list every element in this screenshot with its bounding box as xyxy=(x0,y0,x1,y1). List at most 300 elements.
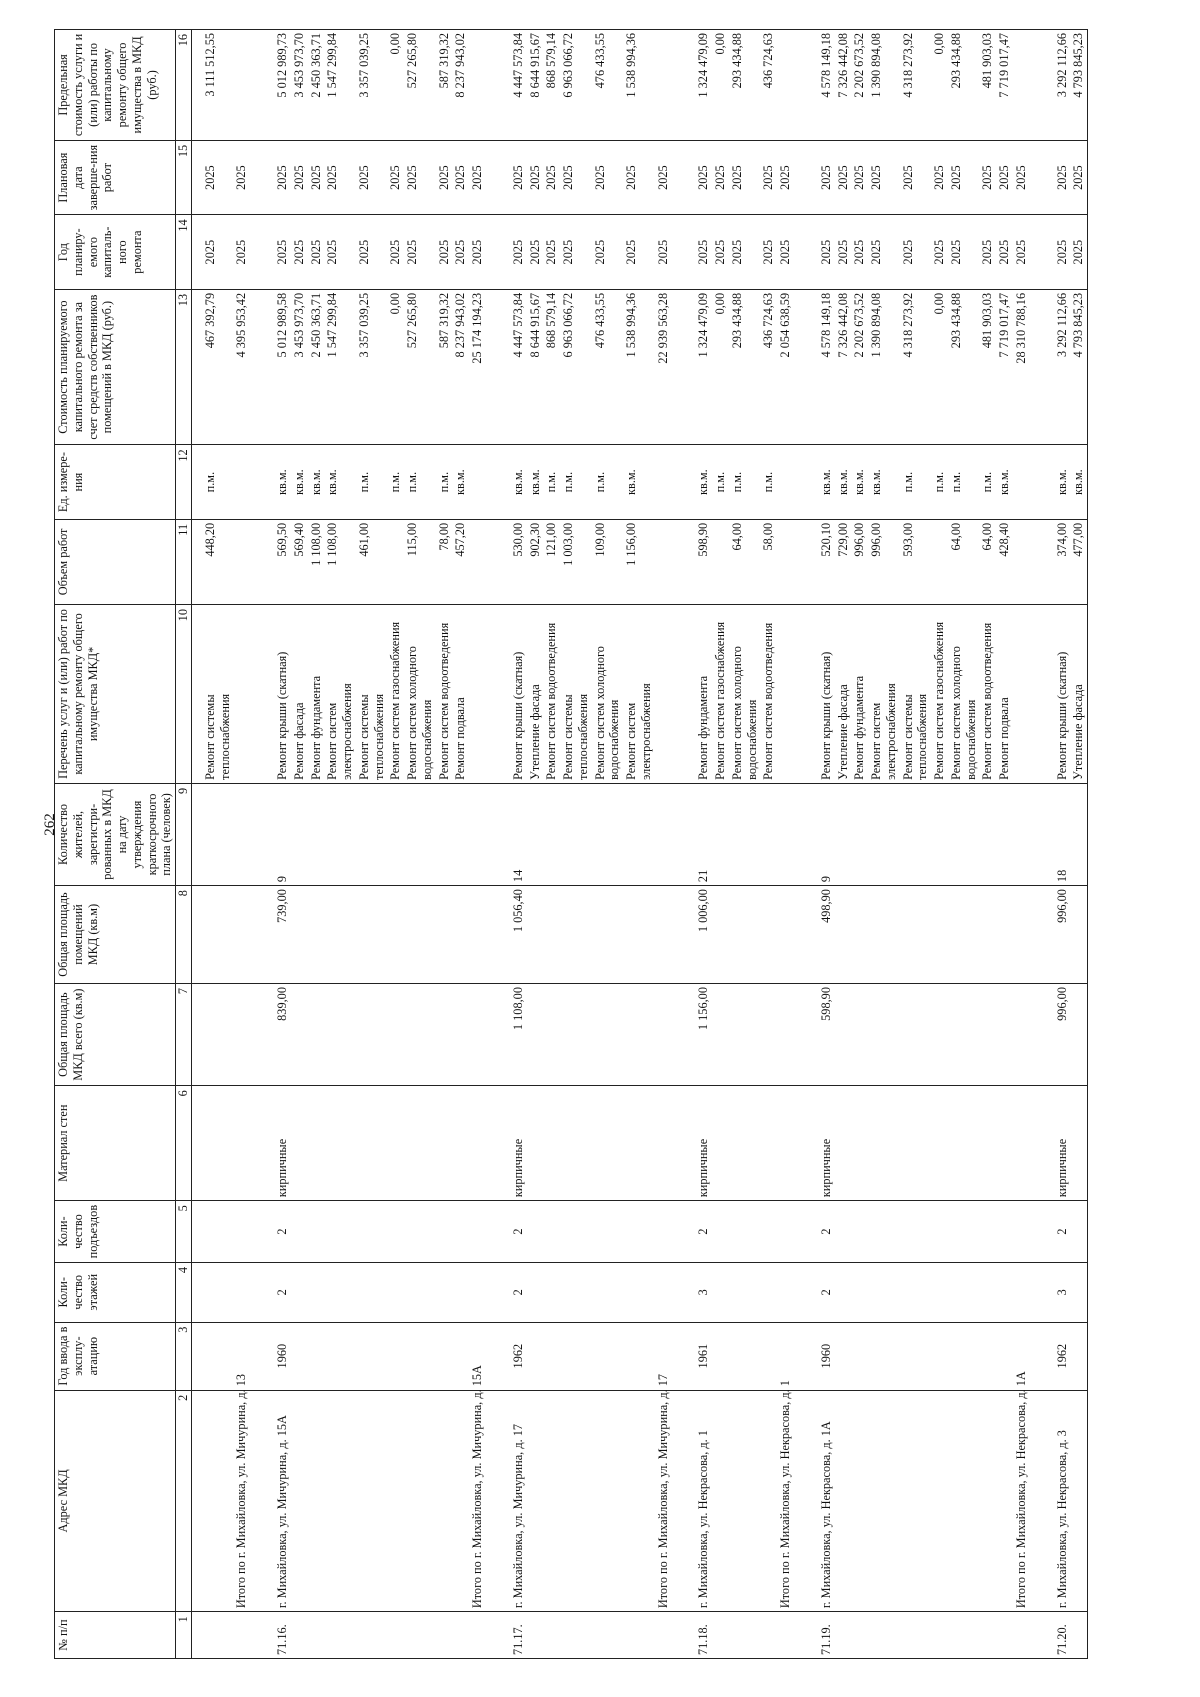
spacer-row xyxy=(486,30,510,1659)
work-row xyxy=(931,30,948,1659)
year-built xyxy=(931,1322,948,1390)
area-total: 1 156,00 xyxy=(695,984,712,1086)
year-built xyxy=(1070,1322,1087,1390)
wall-material xyxy=(308,1086,325,1201)
year-built: 1961 xyxy=(695,1322,712,1390)
completion-year: 2025 xyxy=(510,140,527,215)
repair-year: 2025 xyxy=(655,215,672,290)
work-name: Ремонт фундамента xyxy=(695,605,712,784)
residents: 9 xyxy=(274,783,291,885)
completion-year: 2025 xyxy=(712,140,729,215)
total-row xyxy=(469,30,486,1659)
column-header: Объем работ xyxy=(55,519,176,604)
area-rooms xyxy=(777,886,794,984)
column-number: 8 xyxy=(176,886,192,984)
row-number xyxy=(1070,1612,1087,1659)
cost: 436 724,63 xyxy=(760,289,777,444)
column-number: 5 xyxy=(176,1201,192,1263)
address xyxy=(452,1390,469,1611)
page-number: 262 xyxy=(42,813,58,836)
entrances xyxy=(623,1201,655,1263)
column-header: Ед. измере-ния xyxy=(55,445,176,520)
entrances xyxy=(868,1201,900,1263)
entrances xyxy=(948,1201,980,1263)
row-number xyxy=(469,1612,486,1659)
unit xyxy=(777,445,794,520)
completion-year: 2025 xyxy=(1070,140,1087,215)
entrances xyxy=(527,1201,544,1263)
unit: кв.м. xyxy=(695,445,712,520)
floors xyxy=(202,1262,234,1322)
residents: 18 xyxy=(1054,783,1071,885)
residents xyxy=(233,783,250,885)
entrances xyxy=(729,1201,761,1263)
address xyxy=(851,1390,868,1611)
repair-year: 2025 xyxy=(1013,215,1030,290)
max-cost: 8 644 915,67 xyxy=(527,30,544,141)
entrances xyxy=(356,1201,388,1263)
table-header xyxy=(55,30,192,1659)
entrances xyxy=(835,1201,852,1263)
area-total xyxy=(436,984,453,1086)
max-cost: 868 579,14 xyxy=(543,30,560,141)
work-row xyxy=(1070,30,1087,1659)
column-number-row xyxy=(176,30,192,1659)
entrances: 2 xyxy=(510,1201,527,1263)
work-name: Ремонт систем электроснабжения xyxy=(623,605,655,784)
unit: кв.м. xyxy=(291,445,308,520)
work-name: Ремонт систем электроснабжения xyxy=(324,605,356,784)
area-total xyxy=(851,984,868,1086)
work-volume: 374,00 xyxy=(1054,519,1071,604)
column-header: Общая площадь помещений МКД (кв.м) xyxy=(55,886,176,984)
max-cost: 1 538 994,36 xyxy=(623,30,655,141)
repair-year: 2025 xyxy=(695,215,712,290)
work-volume xyxy=(712,519,729,604)
work-name: Ремонт систем газоснабжения xyxy=(712,605,729,784)
completion-year: 2025 xyxy=(655,140,672,215)
max-cost: 476 433,55 xyxy=(592,30,624,141)
repair-year: 2025 xyxy=(979,215,996,290)
max-cost: 1 547 299,84 xyxy=(324,30,356,141)
area-rooms xyxy=(356,886,388,984)
wall-material xyxy=(712,1086,729,1201)
column-header: Год планиру-емого капиталь-ного ремонта xyxy=(55,215,176,290)
entrances xyxy=(777,1201,794,1263)
column-number: 4 xyxy=(176,1262,192,1322)
max-cost: 7 719 017,47 xyxy=(996,30,1013,141)
unit: п.м. xyxy=(543,445,560,520)
area-total xyxy=(452,984,469,1086)
entrances xyxy=(931,1201,948,1263)
work-name: Ремонт систем холодного водоснабжения xyxy=(592,605,624,784)
completion-year: 2025 xyxy=(835,140,852,215)
row-number xyxy=(623,1612,655,1659)
floors xyxy=(527,1262,544,1322)
completion-year: 2025 xyxy=(996,140,1013,215)
residents xyxy=(1013,783,1030,885)
max-cost: 1 324 479,09 xyxy=(695,30,712,141)
work-row xyxy=(543,30,560,1659)
row-number xyxy=(777,1612,794,1659)
cost: 0,00 xyxy=(387,289,404,444)
cost: 2 054 638,59 xyxy=(777,289,794,444)
work-name: Ремонт фундамента xyxy=(851,605,868,784)
area-total xyxy=(712,984,729,1086)
work-volume xyxy=(233,519,250,604)
max-cost: 4 578 149,18 xyxy=(818,30,835,141)
area-rooms xyxy=(623,886,655,984)
residents xyxy=(900,783,932,885)
column-number: 9 xyxy=(176,783,192,885)
residents xyxy=(835,783,852,885)
work-row xyxy=(560,30,592,1659)
area-total: 839,00 xyxy=(274,984,291,1086)
residents xyxy=(452,783,469,885)
work-volume: 593,00 xyxy=(900,519,932,604)
unit: п.м. xyxy=(356,445,388,520)
cost: 293 434,88 xyxy=(729,289,761,444)
area-rooms xyxy=(527,886,544,984)
column-number: 3 xyxy=(176,1322,192,1390)
work-name: Ремонт системы теплоснабжения xyxy=(560,605,592,784)
address xyxy=(729,1390,761,1611)
repair-year: 2025 xyxy=(996,215,1013,290)
work-volume: 520,10 xyxy=(818,519,835,604)
work-volume xyxy=(655,519,672,604)
work-row xyxy=(712,30,729,1659)
column-header: Общая площадь МКД всего (кв.м) xyxy=(55,984,176,1086)
max-cost: 0,00 xyxy=(387,30,404,141)
floors xyxy=(452,1262,469,1322)
area-total xyxy=(1070,984,1087,1086)
work-row xyxy=(900,30,932,1659)
area-rooms xyxy=(868,886,900,984)
max-cost: 4 447 573,84 xyxy=(510,30,527,141)
max-cost: 587 319,32 xyxy=(436,30,453,141)
work-name xyxy=(777,605,794,784)
work-volume: 598,90 xyxy=(695,519,712,604)
unit xyxy=(655,445,672,520)
row-number xyxy=(900,1612,932,1659)
entrances xyxy=(1070,1201,1087,1263)
work-name: Ремонт подвала xyxy=(452,605,469,784)
total-label: Итого по г. Михайловка, ул. Некрасова, д. 1А xyxy=(1013,1390,1030,1611)
year-built xyxy=(308,1322,325,1390)
address xyxy=(324,1390,356,1611)
floors xyxy=(387,1262,404,1322)
work-volume xyxy=(469,519,486,604)
wall-material: кирпичные xyxy=(818,1086,835,1201)
area-total xyxy=(233,984,250,1086)
max-cost: 527 265,80 xyxy=(404,30,436,141)
floors xyxy=(655,1262,672,1322)
cost: 481 903,03 xyxy=(979,289,996,444)
entrances xyxy=(387,1201,404,1263)
column-header: Коли-чество подъездов xyxy=(55,1201,176,1263)
wall-material xyxy=(777,1086,794,1201)
column-number: 10 xyxy=(176,605,192,784)
column-number: 16 xyxy=(176,30,192,141)
completion-year: 2025 xyxy=(404,140,436,215)
column-number: 6 xyxy=(176,1086,192,1201)
max-cost xyxy=(777,30,794,141)
residents xyxy=(948,783,980,885)
completion-year: 2025 xyxy=(308,140,325,215)
area-total xyxy=(729,984,761,1086)
row-number xyxy=(324,1612,356,1659)
year-built xyxy=(592,1322,624,1390)
residents xyxy=(996,783,1013,885)
address: г. Михайловка, ул. Некрасова, д. 1 xyxy=(695,1390,712,1611)
work-name: Ремонт фасада xyxy=(291,605,308,784)
completion-year: 2025 xyxy=(979,140,996,215)
address xyxy=(948,1390,980,1611)
column-number: 13 xyxy=(176,289,192,444)
area-rooms xyxy=(1013,886,1030,984)
area-rooms: 1 006,00 xyxy=(695,886,712,984)
work-row xyxy=(996,30,1013,1659)
max-cost: 4 793 845,23 xyxy=(1070,30,1087,141)
work-volume: 729,00 xyxy=(835,519,852,604)
repair-year: 2025 xyxy=(387,215,404,290)
cost: 2 202 673,52 xyxy=(851,289,868,444)
work-name: Ремонт систем водоотведения xyxy=(760,605,777,784)
wall-material xyxy=(835,1086,852,1201)
work-row xyxy=(324,30,356,1659)
repair-year: 2025 xyxy=(436,215,453,290)
column-number: 14 xyxy=(176,215,192,290)
work-name xyxy=(1013,605,1030,784)
unit: кв.м. xyxy=(510,445,527,520)
floors xyxy=(712,1262,729,1322)
entrances xyxy=(1013,1201,1030,1263)
area-total xyxy=(655,984,672,1086)
unit: кв.м. xyxy=(324,445,356,520)
unit: п.м. xyxy=(712,445,729,520)
area-rooms xyxy=(835,886,852,984)
cost: 1 324 479,09 xyxy=(695,289,712,444)
repair-year: 2025 xyxy=(1054,215,1071,290)
area-total xyxy=(900,984,932,1086)
year-built xyxy=(948,1322,980,1390)
address xyxy=(543,1390,560,1611)
work-volume: 530,00 xyxy=(510,519,527,604)
address xyxy=(623,1390,655,1611)
row-number xyxy=(851,1612,868,1659)
year-built: 1960 xyxy=(818,1322,835,1390)
max-cost: 7 326 442,08 xyxy=(835,30,852,141)
work-volume: 569,40 xyxy=(291,519,308,604)
unit: п.м. xyxy=(560,445,592,520)
work-row xyxy=(308,30,325,1659)
work-row xyxy=(851,30,868,1659)
row-number: 71.18. xyxy=(695,1612,712,1659)
area-rooms xyxy=(592,886,624,984)
repair-year: 2025 xyxy=(948,215,980,290)
entrances xyxy=(979,1201,996,1263)
column-header: Предельная стоимость услуги и (или) работы по капитальному ремонту общего имущества в МКД (руб.) xyxy=(55,30,176,141)
cost: 4 578 149,18 xyxy=(818,289,835,444)
floors xyxy=(404,1262,436,1322)
address xyxy=(979,1390,996,1611)
floors xyxy=(308,1262,325,1322)
completion-year: 2025 xyxy=(592,140,624,215)
wall-material xyxy=(996,1086,1013,1201)
row-number xyxy=(868,1612,900,1659)
residents: 9 xyxy=(818,783,835,885)
year-built xyxy=(356,1322,388,1390)
wall-material xyxy=(931,1086,948,1201)
year-built xyxy=(404,1322,436,1390)
total-row xyxy=(1013,30,1030,1659)
repair-year: 2025 xyxy=(592,215,624,290)
completion-year: 2025 xyxy=(868,140,900,215)
work-volume: 477,00 xyxy=(1070,519,1087,604)
area-rooms xyxy=(1070,886,1087,984)
repair-year: 2025 xyxy=(510,215,527,290)
residents xyxy=(760,783,777,885)
work-name: Ремонт крыши (скатная) xyxy=(274,605,291,784)
completion-year: 2025 xyxy=(729,140,761,215)
work-row xyxy=(436,30,453,1659)
work-volume: 58,00 xyxy=(760,519,777,604)
cost: 1 390 894,08 xyxy=(868,289,900,444)
house-row xyxy=(510,30,527,1659)
row-number xyxy=(560,1612,592,1659)
work-row xyxy=(592,30,624,1659)
work-volume: 1 108,00 xyxy=(308,519,325,604)
area-rooms xyxy=(900,886,932,984)
year-built xyxy=(996,1322,1013,1390)
entrances: 2 xyxy=(695,1201,712,1263)
repair-year: 2025 xyxy=(274,215,291,290)
area-total xyxy=(527,984,544,1086)
completion-year: 2025 xyxy=(356,140,388,215)
max-cost: 3 292 112,66 xyxy=(1054,30,1071,141)
work-name: Ремонт систем холодного водоснабжения xyxy=(404,605,436,784)
wall-material xyxy=(979,1086,996,1201)
cost: 7 326 442,08 xyxy=(835,289,852,444)
repair-year: 2025 xyxy=(835,215,852,290)
max-cost: 0,00 xyxy=(712,30,729,141)
area-rooms xyxy=(543,886,560,984)
completion-year: 2025 xyxy=(695,140,712,215)
area-total xyxy=(324,984,356,1086)
max-cost: 8 237 943,02 xyxy=(452,30,469,141)
wall-material xyxy=(1070,1086,1087,1201)
entrances xyxy=(560,1201,592,1263)
floors xyxy=(543,1262,560,1322)
unit xyxy=(469,445,486,520)
floors: 2 xyxy=(274,1262,291,1322)
residents xyxy=(469,783,486,885)
address xyxy=(202,1390,234,1611)
column-header: № п/п xyxy=(55,1612,176,1659)
floors xyxy=(560,1262,592,1322)
area-rooms xyxy=(404,886,436,984)
completion-year: 2025 xyxy=(777,140,794,215)
row-number xyxy=(948,1612,980,1659)
residents xyxy=(436,783,453,885)
house-row xyxy=(818,30,835,1659)
repair-year: 2025 xyxy=(818,215,835,290)
area-total: 1 108,00 xyxy=(510,984,527,1086)
area-rooms xyxy=(291,886,308,984)
area-rooms xyxy=(308,886,325,984)
row-number xyxy=(729,1612,761,1659)
work-row xyxy=(404,30,436,1659)
unit: кв.м. xyxy=(835,445,852,520)
max-cost xyxy=(233,30,250,141)
unit: п.м. xyxy=(948,445,980,520)
entrances: 2 xyxy=(274,1201,291,1263)
year-built xyxy=(623,1322,655,1390)
unit: кв.м. xyxy=(452,445,469,520)
address xyxy=(760,1390,777,1611)
repair-year: 2025 xyxy=(777,215,794,290)
entrances xyxy=(655,1201,672,1263)
repair-year: 2025 xyxy=(851,215,868,290)
floors xyxy=(851,1262,868,1322)
cost: 25 174 194,23 xyxy=(469,289,486,444)
area-rooms: 739,00 xyxy=(274,886,291,984)
address xyxy=(308,1390,325,1611)
floors xyxy=(1013,1262,1030,1322)
house-row xyxy=(695,30,712,1659)
area-total xyxy=(560,984,592,1086)
completion-year: 2025 xyxy=(233,140,250,215)
area-rooms xyxy=(760,886,777,984)
floors xyxy=(760,1262,777,1322)
work-row xyxy=(387,30,404,1659)
unit: кв.м. xyxy=(1070,445,1087,520)
unit: кв.м. xyxy=(868,445,900,520)
address xyxy=(527,1390,544,1611)
work-name: Ремонт фундамента xyxy=(308,605,325,784)
area-total: 598,90 xyxy=(818,984,835,1086)
unit: кв.м. xyxy=(818,445,835,520)
year-built xyxy=(979,1322,996,1390)
unit xyxy=(1013,445,1030,520)
completion-year: 2025 xyxy=(527,140,544,215)
work-name xyxy=(233,605,250,784)
residents xyxy=(356,783,388,885)
unit: п.м. xyxy=(979,445,996,520)
work-volume xyxy=(387,519,404,604)
entrances xyxy=(543,1201,560,1263)
residents xyxy=(623,783,655,885)
residents xyxy=(324,783,356,885)
work-volume: 1 003,00 xyxy=(560,519,592,604)
wall-material xyxy=(233,1086,250,1201)
column-header: Стоимость планируемого капитального ремонта за счет средств собственников помещений в МКД (руб.) xyxy=(55,289,176,444)
max-cost xyxy=(1013,30,1030,141)
max-cost: 3 357 039,25 xyxy=(356,30,388,141)
unit: кв.м. xyxy=(308,445,325,520)
wall-material: кирпичные xyxy=(695,1086,712,1201)
work-row xyxy=(868,30,900,1659)
column-header: Плановая дата заверше-ния работ xyxy=(55,140,176,215)
work-volume: 996,00 xyxy=(851,519,868,604)
unit: кв.м. xyxy=(623,445,655,520)
unit: п.м. xyxy=(436,445,453,520)
max-cost: 6 963 066,72 xyxy=(560,30,592,141)
year-built xyxy=(760,1322,777,1390)
work-volume: 457,20 xyxy=(452,519,469,604)
row-number: 71.19. xyxy=(818,1612,835,1659)
row-number xyxy=(655,1612,672,1659)
